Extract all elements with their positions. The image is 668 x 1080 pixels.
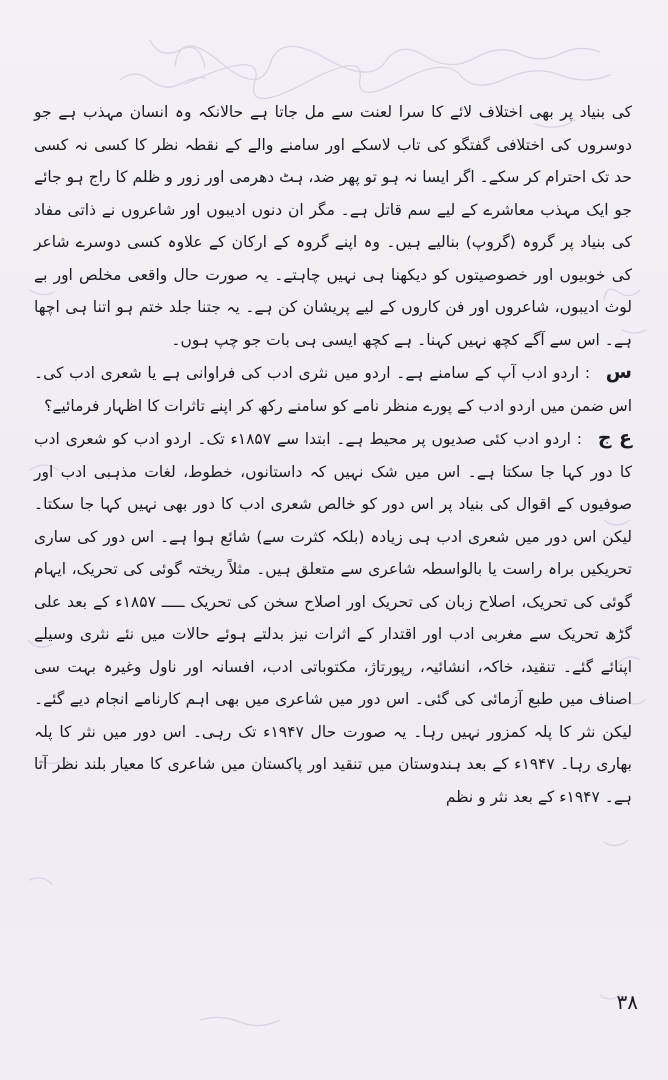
answer-label: ع ج [597,427,632,449]
question-label: س [605,361,632,383]
paragraph-intro [34,96,632,356]
paragraph-answer [34,422,632,813]
paragraph-question [34,356,632,422]
paragraph-question-text: : اردو ادب آپ کے سامنے ہے۔ اردو میں نثری ادب کی فراوانی ہے یا شعری ادب کی۔ اس ضمن میں اردو ادب کے پورے منظر نامے کو سامنے رکھ کر اپنے تاثرات کا اظہار فرمائیے؟ [34,364,632,415]
body-text [34,96,632,813]
paragraph-answer-text: : اردو ادب کئی صدیوں پر محیط ہے۔ ابتدا سے ۱۸۵۷ء تک۔ اردو ادب کو شعری ادب کا دور کہا جا سکتا ہے۔ اس میں شک نہیں کہ داستانوں، خطوط، لغات مذہبی ادب اور صوفیوں کے اقوال کی بنیاد پر اس دور کو خالص شعری ادب کا دور بھی نہیں کہا جا سکتا۔ لیکن اس دور میں شعری ادب ہی زیادہ (بلکہ کثرت سے) شائع ہوا ہے۔ اس دور کی ساری تحریکیں براہ راست یا بالواسطہ شاعری سے متعلق ہیں۔ مثلاً ریختہ گوئی کی تحریک، ایہام گوئی کی تحریک، اصلاح زبان کی تحریک اور اصلاح سخن کی تحریک ـــــ ۱۸۵۷ء کے بعد علی گڑھ تحریک سے مغربی ادب اور اقتدار کے اثرات نیز بدلتے ہوئے حالات میں نئے نثری وسیلے اپنائے گئے۔ تنقید، خاکہ، انشائیہ، رپورتاژ، مکتوباتی ادب، افسانہ اور ناول وغیرہ بہت سی اصناف میں طبع آزمائی کی گئی۔ اس دور میں شاعری میں بھی اہم کارنامے انجام دیے گئے۔ لیکن نثر کا پلہ کمزور نہیں رہا۔ یہ صورت حال ۱۹۴۷ء تک رہی۔ اس دور میں نثر کا پلہ بھاری رہا۔ ۱۹۴۷ء کے بعد ہندوستان میں تنقید اور پاکستان میں شاعری کا معیار بلند نظر آتا ہے۔ ۱۹۴۷ء کے بعد نثر و نظم [34,430,633,806]
page-number: ۳۸ [616,990,638,1014]
paragraph-intro-text: کی بنیاد پر بھی اختلاف لائے کا سرا لعنت سے مل جاتا ہے حالانکہ وہ انسان مہذب ہے جو دوسروں کی اختلافی گفتگو کی تاب لاسکے اور سامنے والے کے نقطہ نظر کا کسی نہ کسی حد تک احترام کر سکے۔ اگر ایسا نہ ہو تو پھر ضد، ہٹ دھرمی اور زور و ظلم کا راج ہو جائے جو ایک مہذب معاشرے کے لیے سم قاتل ہے۔ مگر ان دنوں ادیبوں اور شاعروں نے ذاتی مفاد کی بنیاد پر گروہ (گروپ) بنالیے ہیں۔ وہ اپنے گروہ کے ارکان کے علاوہ کسی دوسرے شاعر کی خوبیوں اور خصوصیتوں کو دیکھنا ہی نہیں چاہتے۔ یہ صورت حال واقعی مخلص اور بے لوث ادیبوں، شاعروں اور فن کاروں کے لیے پریشان کن ہے۔ یہ جتنا جلد ختم ہو اتنا ہی اچھا ہے۔ اس سے آگے کچھ نہیں کہنا۔ ہے کچھ ایسی ہی بات جو چپ ہوں۔ [34,103,632,349]
